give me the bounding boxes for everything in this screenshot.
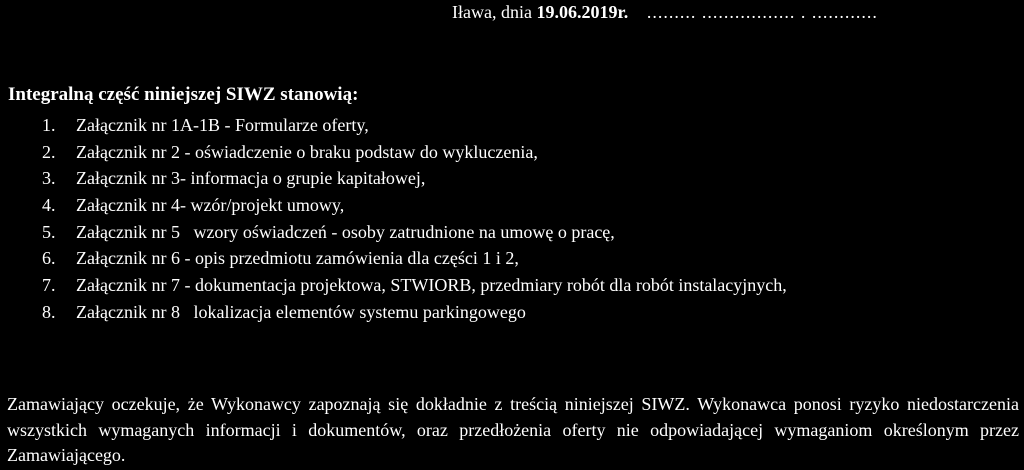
list-item-text: Załącznik nr 5 wzory oświadczeń - osoby zatrudnione na umowę o pracę, <box>76 221 615 242</box>
list-item-number: 4. <box>42 195 56 216</box>
list-item-text: Załącznik nr 1A-1B - Formularze oferty, <box>76 115 369 135</box>
list-item-number: 7. <box>42 275 56 296</box>
list-item-number: 8. <box>42 301 56 322</box>
document-date-line <box>452 2 878 23</box>
list-item-text: Załącznik nr 2 - oświadczenie o braku podstaw do wykluczenia, <box>76 141 538 162</box>
list-item-number: 5. <box>42 221 56 242</box>
closing-paragraph: Zamawiający oczekuje, że Wykonawcy zapoznają się dokładnie z treścią niniejszej SIWZ. Wykonawca ponosi ryzyko niedostarczenia wszystkich wymaganych informacji i dokumentów, oraz przedłożenia oferty nie odpowiadającej wymaganiom określonym przez Zamawiającego. <box>7 394 1019 465</box>
list-item-text: Załącznik nr 6 - opis przedmiotu zamówienia dla części 1 i 2, <box>76 248 519 269</box>
list-item-number: 3. <box>42 168 56 189</box>
list-item-number: 2. <box>42 141 56 162</box>
list-item-text: Załącznik nr 4- wzór/projekt umowy, <box>76 195 345 216</box>
document-date: 19.06.2019r. <box>536 2 629 22</box>
place-date-label: Iława, dnia <box>452 2 532 22</box>
signature-placeholder: ......... ................. . ............ <box>646 2 878 22</box>
list-item-text: Załącznik nr 3- informacja o grupie kapitałowej, <box>76 168 426 189</box>
attachments-heading: Integralną część niniejszej SIWZ stanowią: <box>8 84 359 105</box>
list-item-number: 6. <box>42 248 56 269</box>
list-item-text: Załącznik nr 8 lokalizacja elementów systemu parkingowego <box>76 301 526 322</box>
list-item-text: Załącznik nr 7 - dokumentacja projektowa, STWIORB, przedmiary robót dla robót instalacyjnych, <box>76 275 787 296</box>
list-item-number: 1. <box>42 115 56 135</box>
